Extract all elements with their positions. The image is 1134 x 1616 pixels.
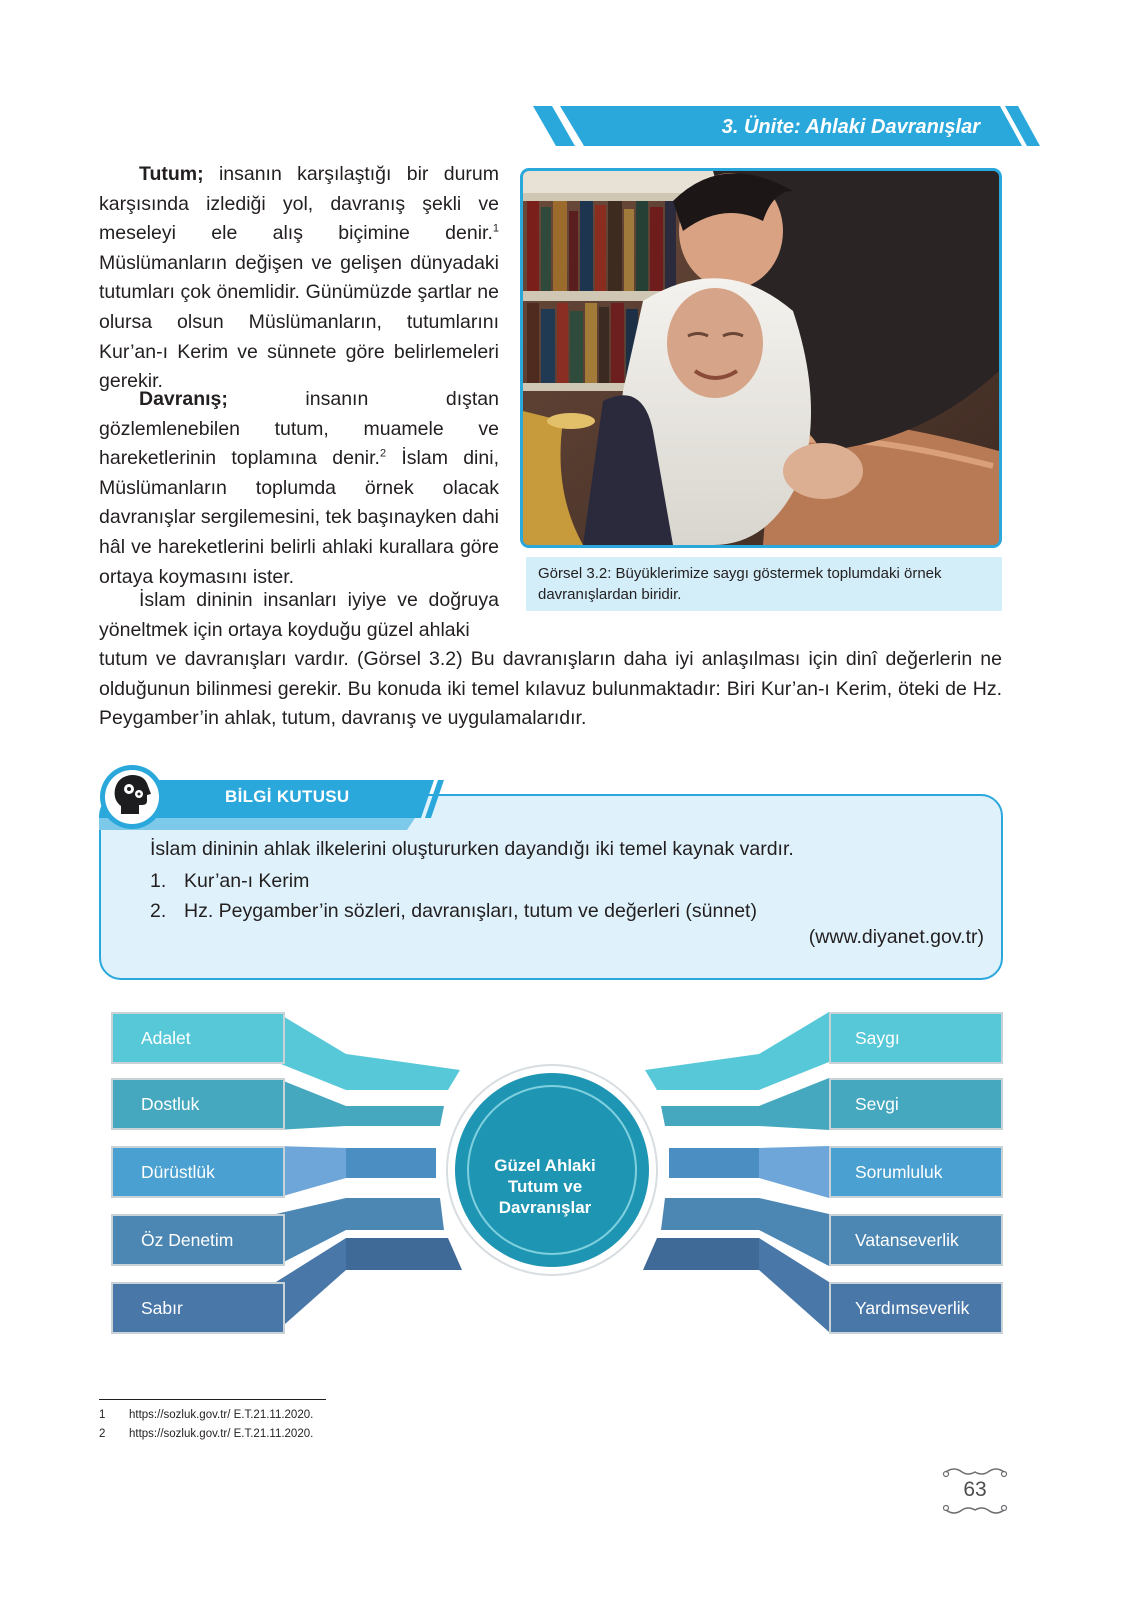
footnote-text: https://sozluk.gov.tr/ E.T.21.11.2020. <box>129 1428 314 1440</box>
unit-header <box>0 0 1134 160</box>
list-item <box>150 867 757 897</box>
info-box-title: BİLGİ KUTUSU <box>225 787 350 806</box>
value-box-right: Vatanseverlik <box>829 1214 1003 1266</box>
value-box-left: Adalet <box>111 1012 285 1064</box>
value-box-left: Öz Denetim <box>111 1214 285 1266</box>
footnote-number: 1 <box>99 1409 106 1421</box>
footnote-divider <box>99 1399 326 1400</box>
list-item <box>150 897 757 927</box>
paragraph-islam-part2: tutum ve davranışları vardır. (Görsel 3.2) Bu davranışların daha iyi anlaşılması için dinî değerlerin ne olduğunun bilinmesi gerekir. Bu konuda iki temel kılavuz bulunmaktadır: Biri Kur’an-ı Kerim, öteki de Hz. Peygamber’in ahlak, tutum, davranış ve uygulamalarıdır. <box>99 648 1002 730</box>
footnote-text: https://sozluk.gov.tr/ E.T.21.11.2020. <box>129 1409 314 1421</box>
unit-title: 3. Ünite: Ahlaki Davranışlar <box>721 116 980 138</box>
diagram-center-label <box>455 1155 635 1218</box>
info-box-source: (www.diyanet.gov.tr) <box>808 926 984 948</box>
list-item-number: 2. <box>150 900 167 922</box>
value-box-left: Dostluk <box>111 1078 285 1130</box>
value-box-right: Yardımseverlik <box>829 1282 1003 1334</box>
list-item-text: Hz. Peygamber’in sözleri, davranışları, tutum ve değerleri (sünnet) <box>184 900 757 922</box>
info-box-intro: İslam dininin ahlak ilkelerini oluştururken dayandığı iki temel kaynak vardır. <box>150 838 794 860</box>
paragraph-tutum <box>99 160 499 397</box>
value-box-left: Dürüstlük <box>111 1146 285 1198</box>
photo-illustration <box>523 171 999 545</box>
value-box-right: Sevgi <box>829 1078 1003 1130</box>
footnote-number: 2 <box>99 1428 106 1440</box>
paragraph-tutum-text-2: Müslümanların değişen ve gelişen dünyadaki tutumları çok önemlidir. Günümüzde şartlar ne olursa olsun Müslümanların, tutumlarını Kur’an-ı Kerim ve sünnete göre belirlemeleri gerekir. <box>99 251 499 393</box>
value-box-right: Saygı <box>829 1012 1003 1064</box>
list-item-number: 1. <box>150 870 167 892</box>
photo-grandmother-kiss <box>520 168 1002 548</box>
footnote <box>99 1409 313 1421</box>
paragraph-tutum-text: insanın karşılaştığı bir durum karşısında izlediği yol, davranış şekli ve meseleyi ele alış biçimine denir. <box>99 163 499 245</box>
paragraph-davranis-text-2: İslam dini, Müslümanların toplumda örnek olacak davranışlar sergilemesini, tek başınayken dahi hâl ve hareketlerini belirli ahlaki kurallara göre ortaya koymasını ister. <box>99 447 499 588</box>
term-davranis: Davranış; <box>139 388 228 410</box>
info-box-list <box>150 867 757 927</box>
photo-caption: Görsel 3.2: Büyüklerimize saygı göstermek toplumdaki örnek davranışlardan biridir. <box>526 557 1002 611</box>
center-label-line: Güzel Ahlaki <box>494 1156 596 1175</box>
value-box-left: Sabır <box>111 1282 285 1334</box>
center-label-line: Davranışlar <box>498 1198 592 1217</box>
paragraph-islam-part1: İslam dininin insanları iyiye ve doğruya yöneltmek için ortaya koyduğu güzel ahlaki <box>99 589 499 641</box>
term-tutum: Tutum; <box>139 163 204 185</box>
page-number: 63 <box>963 1478 987 1501</box>
list-item-text: Kur’an-ı Kerim <box>184 870 310 892</box>
footnote-ref-1[interactable]: 1 <box>492 222 499 235</box>
head-gears-icon <box>99 764 165 830</box>
paragraph-davranis <box>99 385 499 592</box>
footnote <box>99 1428 313 1440</box>
value-box-right: Sorumluluk <box>829 1146 1003 1198</box>
footnote-ref-2[interactable]: 2 <box>379 447 387 460</box>
center-label-line: Tutum ve <box>507 1177 583 1196</box>
paragraph-davranis-text: insanın dıştan gözlemlenebilen tutum, muamele ve hareketlerinin toplamına denir. <box>99 388 499 470</box>
